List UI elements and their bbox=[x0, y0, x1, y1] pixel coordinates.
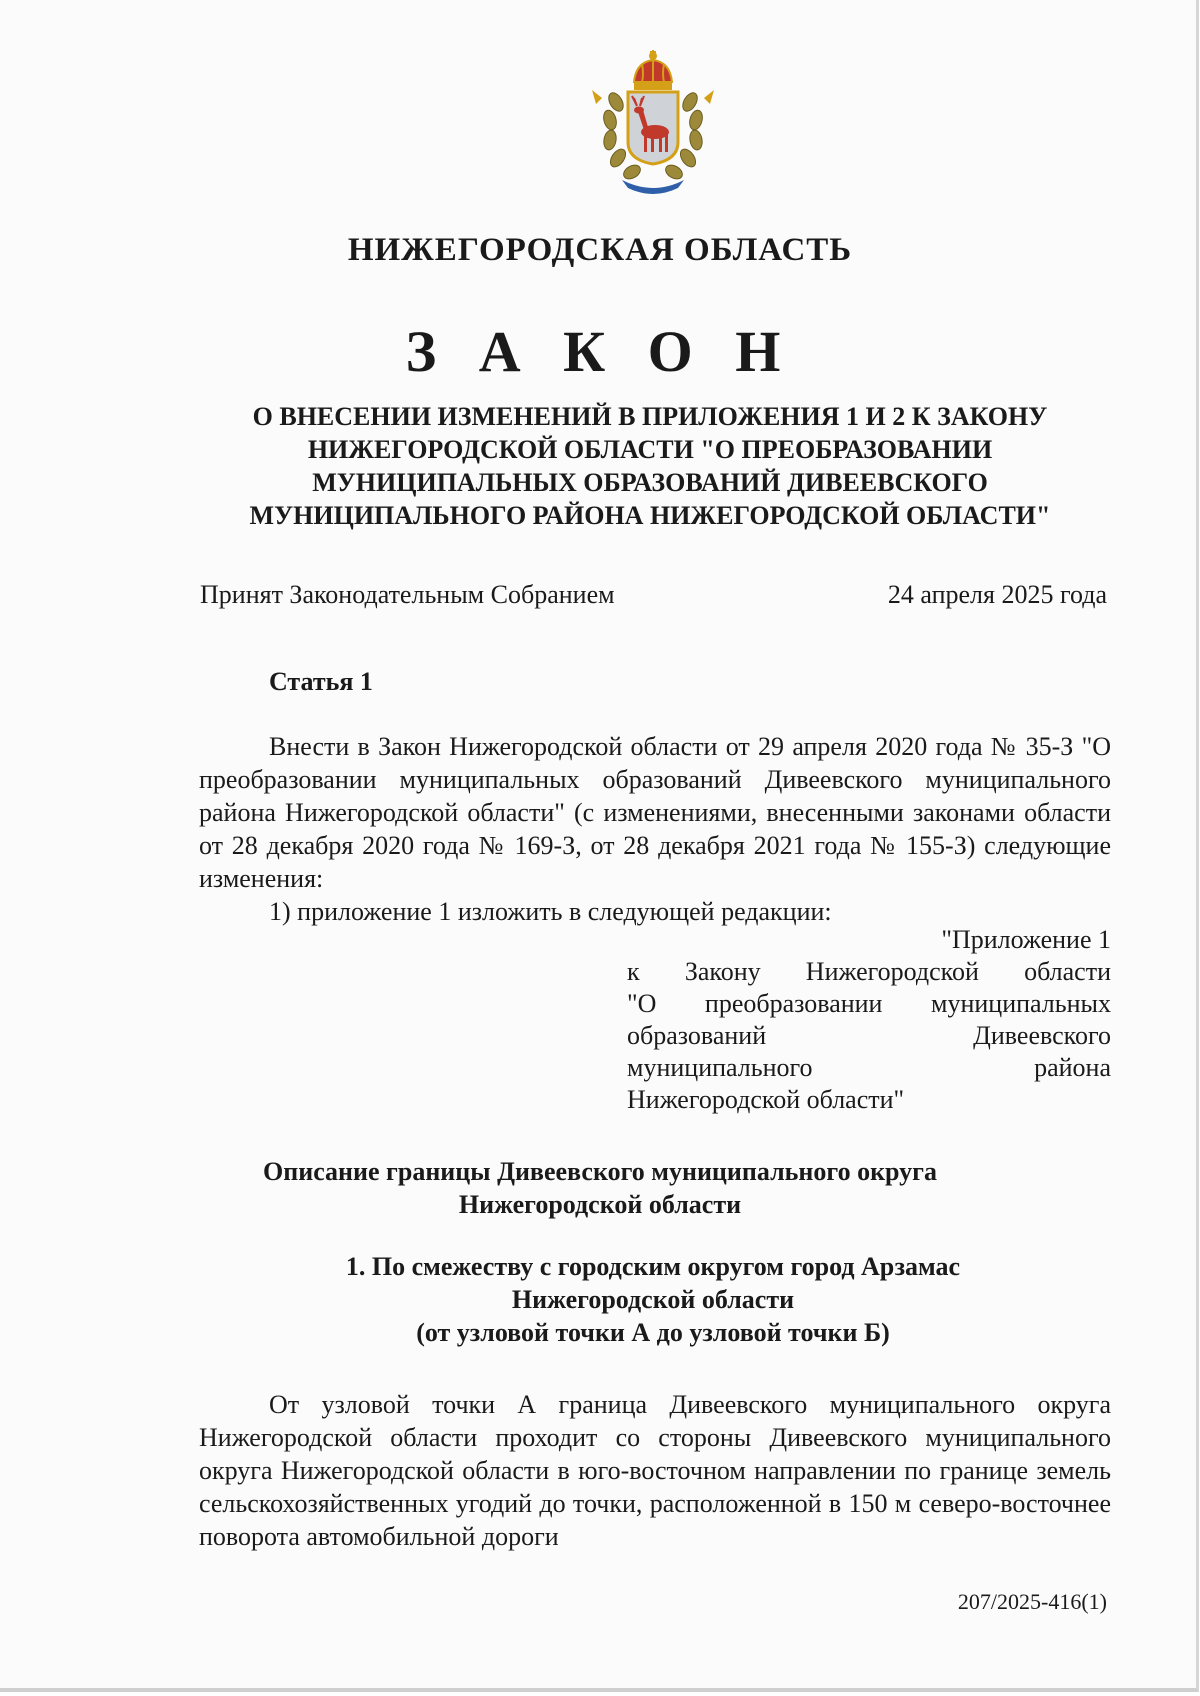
section-title-line: Нижегородской области bbox=[511, 1285, 795, 1314]
adoption-date: 24 апреля 2025 года bbox=[887, 580, 1107, 609]
description-title-line: Нижегородской области bbox=[458, 1190, 742, 1219]
article-paragraph: Внести в Закон Нижегородской области от 29 апреля 2020 года № 35-З "О преобразовании муниципальных образований Дивеевского муниципального района Нижегородской области" (с изменениями, внесенными законами области от 28 декабря 2020 года № 169-З, от 28 декабря 2021 года № 155-З) следующие изменения: bbox=[199, 732, 1111, 893]
document-number: 207/2025-416(1) bbox=[957, 1589, 1107, 1614]
section-body bbox=[199, 1388, 1111, 1553]
appendix-line: муниципального района bbox=[627, 1053, 1111, 1082]
law-title-line: НИЖЕГОРОДСКОЙ ОБЛАСТИ "О ПРЕОБРАЗОВАНИИ bbox=[307, 435, 993, 464]
nizhny-novgorod-coat-of-arms-icon bbox=[582, 50, 724, 198]
appendix-reference bbox=[627, 924, 1111, 1116]
law-title-line: МУНИЦИПАЛЬНЫХ ОБРАЗОВАНИЙ ДИВЕЕВСКОГО bbox=[312, 468, 988, 497]
description-title bbox=[70, 1155, 1130, 1221]
appendix-line: "Приложение 1 bbox=[941, 925, 1111, 954]
region-name: НИЖЕГОРОДСКАЯ ОБЛАСТЬ bbox=[347, 232, 853, 268]
appendix-line: "О преобразовании муниципальных bbox=[627, 989, 1111, 1018]
description-title-line: Описание границы Дивеевского муниципального округа bbox=[263, 1157, 937, 1186]
appendix-line: образований Дивеевского bbox=[627, 1021, 1111, 1050]
article-item: 1) приложение 1 изложить в следующей редакции: bbox=[269, 897, 832, 926]
article-body bbox=[199, 730, 1111, 928]
appendix-line: Нижегородской области" bbox=[627, 1085, 905, 1114]
section-title bbox=[200, 1250, 1106, 1349]
section-title-line: 1. По смежеству с городским округом город Арзамас bbox=[345, 1252, 961, 1281]
document-type: З А К О Н bbox=[405, 319, 795, 384]
law-title bbox=[200, 400, 1100, 532]
section-title-line: (от узловой точки А до узловой точки Б) bbox=[416, 1318, 890, 1347]
law-title-line: О ВНЕСЕНИИ ИЗМЕНЕНИЙ В ПРИЛОЖЕНИЯ 1 И 2 К ЗАКОНУ bbox=[252, 402, 1048, 431]
appendix-line: к Закону Нижегородской области bbox=[627, 957, 1111, 986]
adopted-by: Принят Законодательным Собранием bbox=[200, 580, 615, 609]
article-heading: Статья 1 bbox=[269, 667, 373, 696]
section-paragraph: От узловой точки А граница Дивеевского муниципального округа Нижегородской области проходит со стороны Дивеевского муниципального округа Нижегородской области в юго-восточном направлении по границе земель сельскохозяйственных угодий до точки, расположенной в 150 м северо-восточнее поворота автомобильной дороги bbox=[199, 1390, 1111, 1551]
law-title-line: МУНИЦИПАЛЬНОГО РАЙОНА НИЖЕГОРОДСКОЙ ОБЛАСТИ" bbox=[249, 501, 1051, 530]
